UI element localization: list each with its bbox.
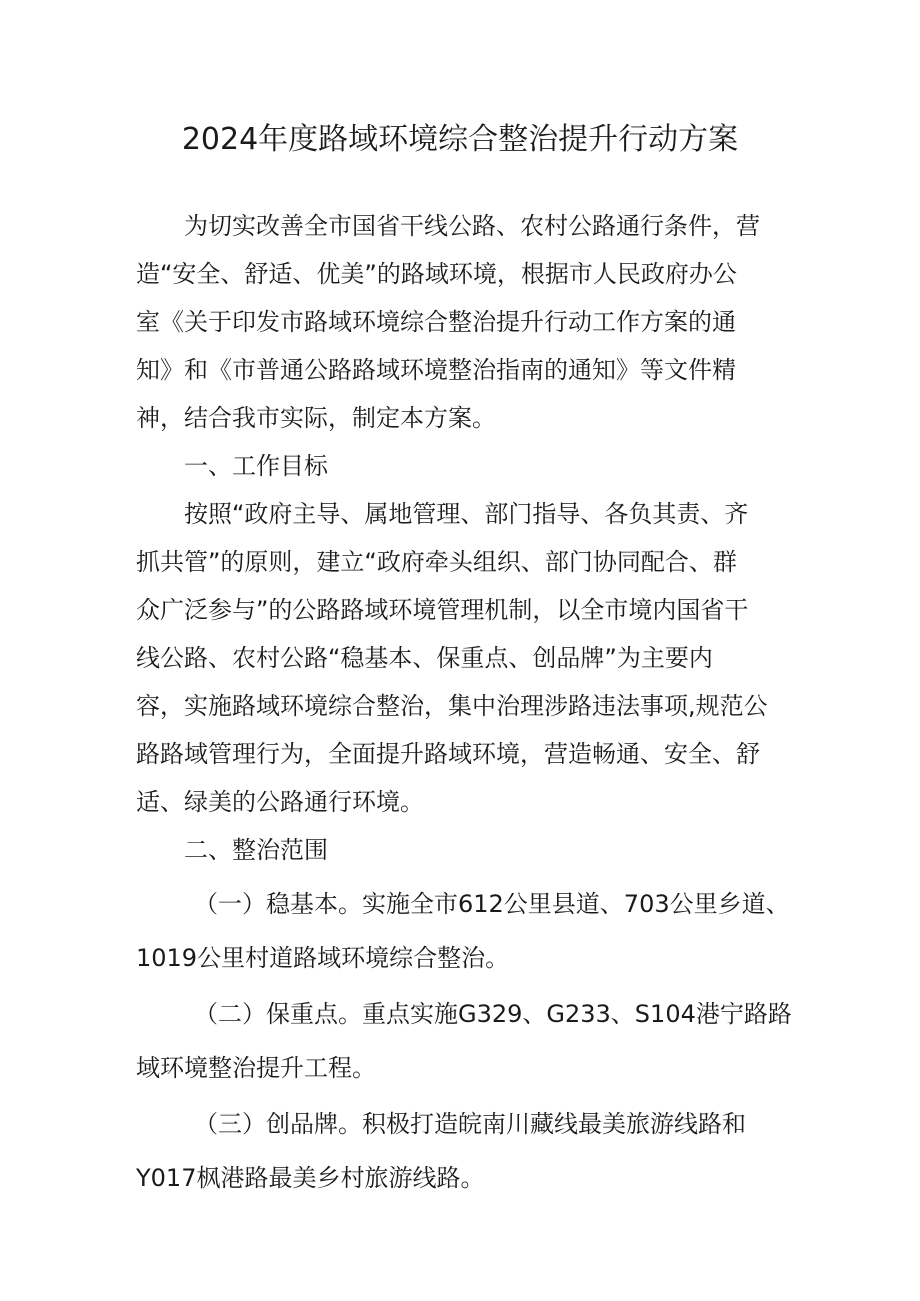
document-body bbox=[136, 202, 796, 1202]
list-item-continuation: 域环境整治提升工程。 bbox=[136, 1054, 376, 1082]
paragraph-line: 为切实改善全市国省干线公路、农村公路通行条件，营 bbox=[184, 212, 760, 240]
section-heading: 二、整治范围 bbox=[184, 836, 328, 864]
paragraph-line: 室《关于印发市路域环境综合整治提升行动工作方案的通 bbox=[136, 308, 736, 336]
list-item: （二）保重点。重点实施G329、G233、S104港宁路路 bbox=[194, 1000, 792, 1028]
paragraph-line: 抓共管”的原则，建立“政府牵头组织、部门协同配合、群 bbox=[136, 548, 737, 576]
paragraph-line: 路路域管理行为，全面提升路域环境，营造畅通、安全、舒 bbox=[136, 740, 760, 768]
paragraph-line: 神，结合我市实际，制定本方案。 bbox=[136, 404, 496, 432]
list-item: （三）创品牌。积极打造皖南川藏线最美旅游线路和 bbox=[194, 1110, 746, 1138]
paragraph-line: 线公路、农村公路“稳基本、保重点、创品牌”为主要内 bbox=[136, 644, 713, 672]
paragraph-line: 众广泛参与”的公路路域环境管理机制，以全市境内国省干 bbox=[136, 596, 749, 624]
list-item: （一）稳基本。实施全市612公里县道、703公里乡道、 bbox=[194, 890, 790, 918]
paragraph-line: 知》和《市普通公路路域环境整治指南的通知》等文件精 bbox=[136, 356, 736, 384]
paragraph-line: 按照“政府主导、属地管理、部门指导、各负其责、齐 bbox=[184, 500, 749, 528]
document-title: 2024年度路域环境综合整治提升行动方案 bbox=[181, 122, 739, 158]
paragraph-line: 容，实施路域环境综合整治，集中治理涉路违法事项,规范公 bbox=[136, 692, 768, 720]
list-item-continuation: 1019公里村道路域环境综合整治。 bbox=[136, 944, 510, 972]
paragraph-line: 适、绿美的公路通行环境。 bbox=[136, 788, 424, 816]
list-item-continuation: Y017枫港路最美乡村旅游线路。 bbox=[136, 1164, 485, 1192]
paragraph-line: 造“安全、舒适、优美”的路域环境，根据市人民政府办公 bbox=[136, 260, 737, 288]
section-heading: 一、工作目标 bbox=[184, 452, 328, 480]
